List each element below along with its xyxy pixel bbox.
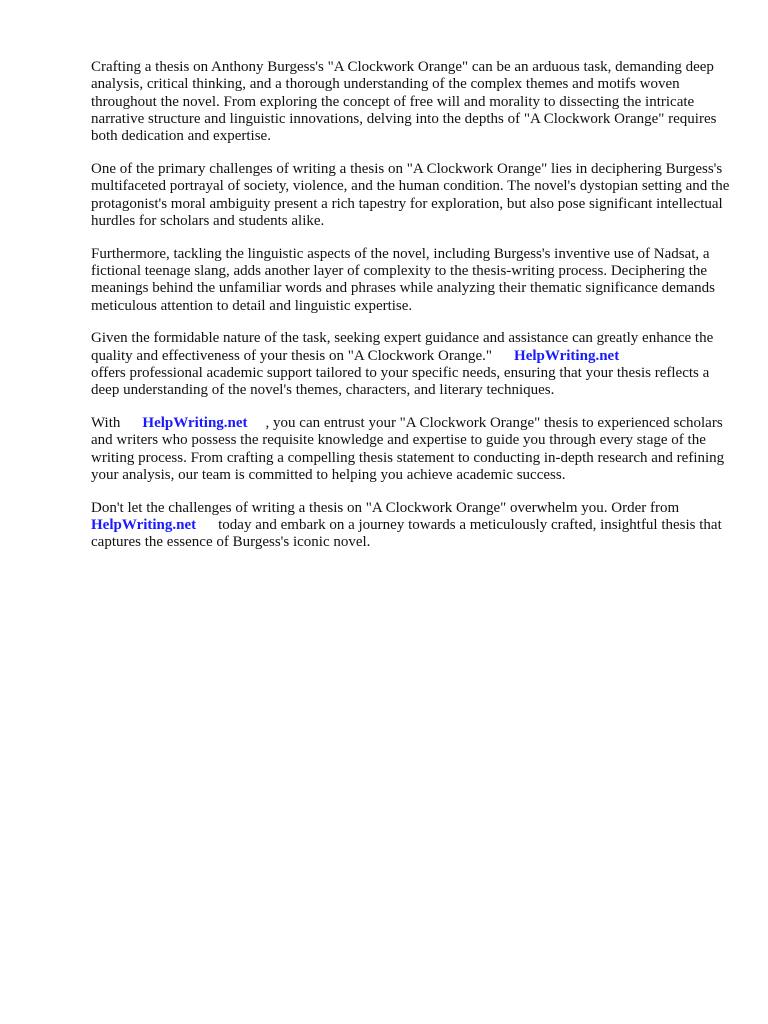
paragraph-guidance (91, 330, 731, 399)
paragraph-guidance-text-after: offers professional academic support tailored to your specific needs, ensuring that your thesis reflects a deep understanding of the novel's themes, characters, and literary techniques. (91, 364, 710, 399)
paragraph-entrust-text-after: , you can entrust your "A Clockwork Orange" thesis to experienced scholars and writers who possess the requisite knowledge and expertise to guide you through every stage of the writing process. From crafting a compelling thesis statement to conducting in-depth research and refining your analysis, our team is committed to helping you achieve academic success. (91, 415, 725, 483)
paragraph-linguistics: Furthermore, tackling the linguistic aspects of the novel, including Burgess's inventive use of Nadsat, a fictional teenage slang, adds another layer of complexity to the thesis-writing process. Deciphering the meanings behind the unfamiliar words and phrases while analyzing their thematic significance demands meticulous attention to detail and linguistic expertise. (91, 245, 715, 314)
helpwriting-link[interactable]: HelpWriting.net (142, 415, 248, 432)
paragraph-order-text-before: Don't let the challenges of writing a thesis on "A Clockwork Orange" overwhelm you. Order from (91, 499, 680, 516)
paragraph-order (91, 500, 731, 552)
paragraph-guidance-text-before: Given the formidable nature of the task, seeking expert guidance and assistance can greatly enhance the quality and effectiveness of your thesis on "A Clockwork Orange." (91, 330, 714, 364)
document-body (91, 59, 731, 567)
paragraph-order-text-after: today and embark on a journey towards a meticulously crafted, insightful thesis that captures the essence of Burgess's iconic novel. (91, 517, 722, 551)
paragraph-intro: Crafting a thesis on Anthony Burgess's "A Clockwork Orange" can be an arduous task, demanding deep analysis, critical thinking, and a thorough understanding of the complex themes and motifs woven throughout the novel. From exploring the concept of free will and morality to dissecting the intricate narrative structure and linguistic innovations, delving into the depths of "A Clockwork Orange" requires both dedication and expertise. (91, 59, 717, 145)
helpwriting-link[interactable]: HelpWriting.net (514, 347, 620, 364)
paragraph-challenges: One of the primary challenges of writing a thesis on "A Clockwork Orange" lies in deciphering Burgess's multifaceted portrayal of society, violence, and the human condition. The novel's dystopian setting and the protagonist's moral ambiguity present a rich tapestry for exploration, but also pose significant intellectual hurdles for scholars and students alike. (91, 160, 730, 229)
paragraph-entrust-text-before: With (91, 415, 121, 432)
helpwriting-link[interactable]: HelpWriting.net (91, 517, 197, 534)
paragraph-entrust (91, 415, 731, 484)
